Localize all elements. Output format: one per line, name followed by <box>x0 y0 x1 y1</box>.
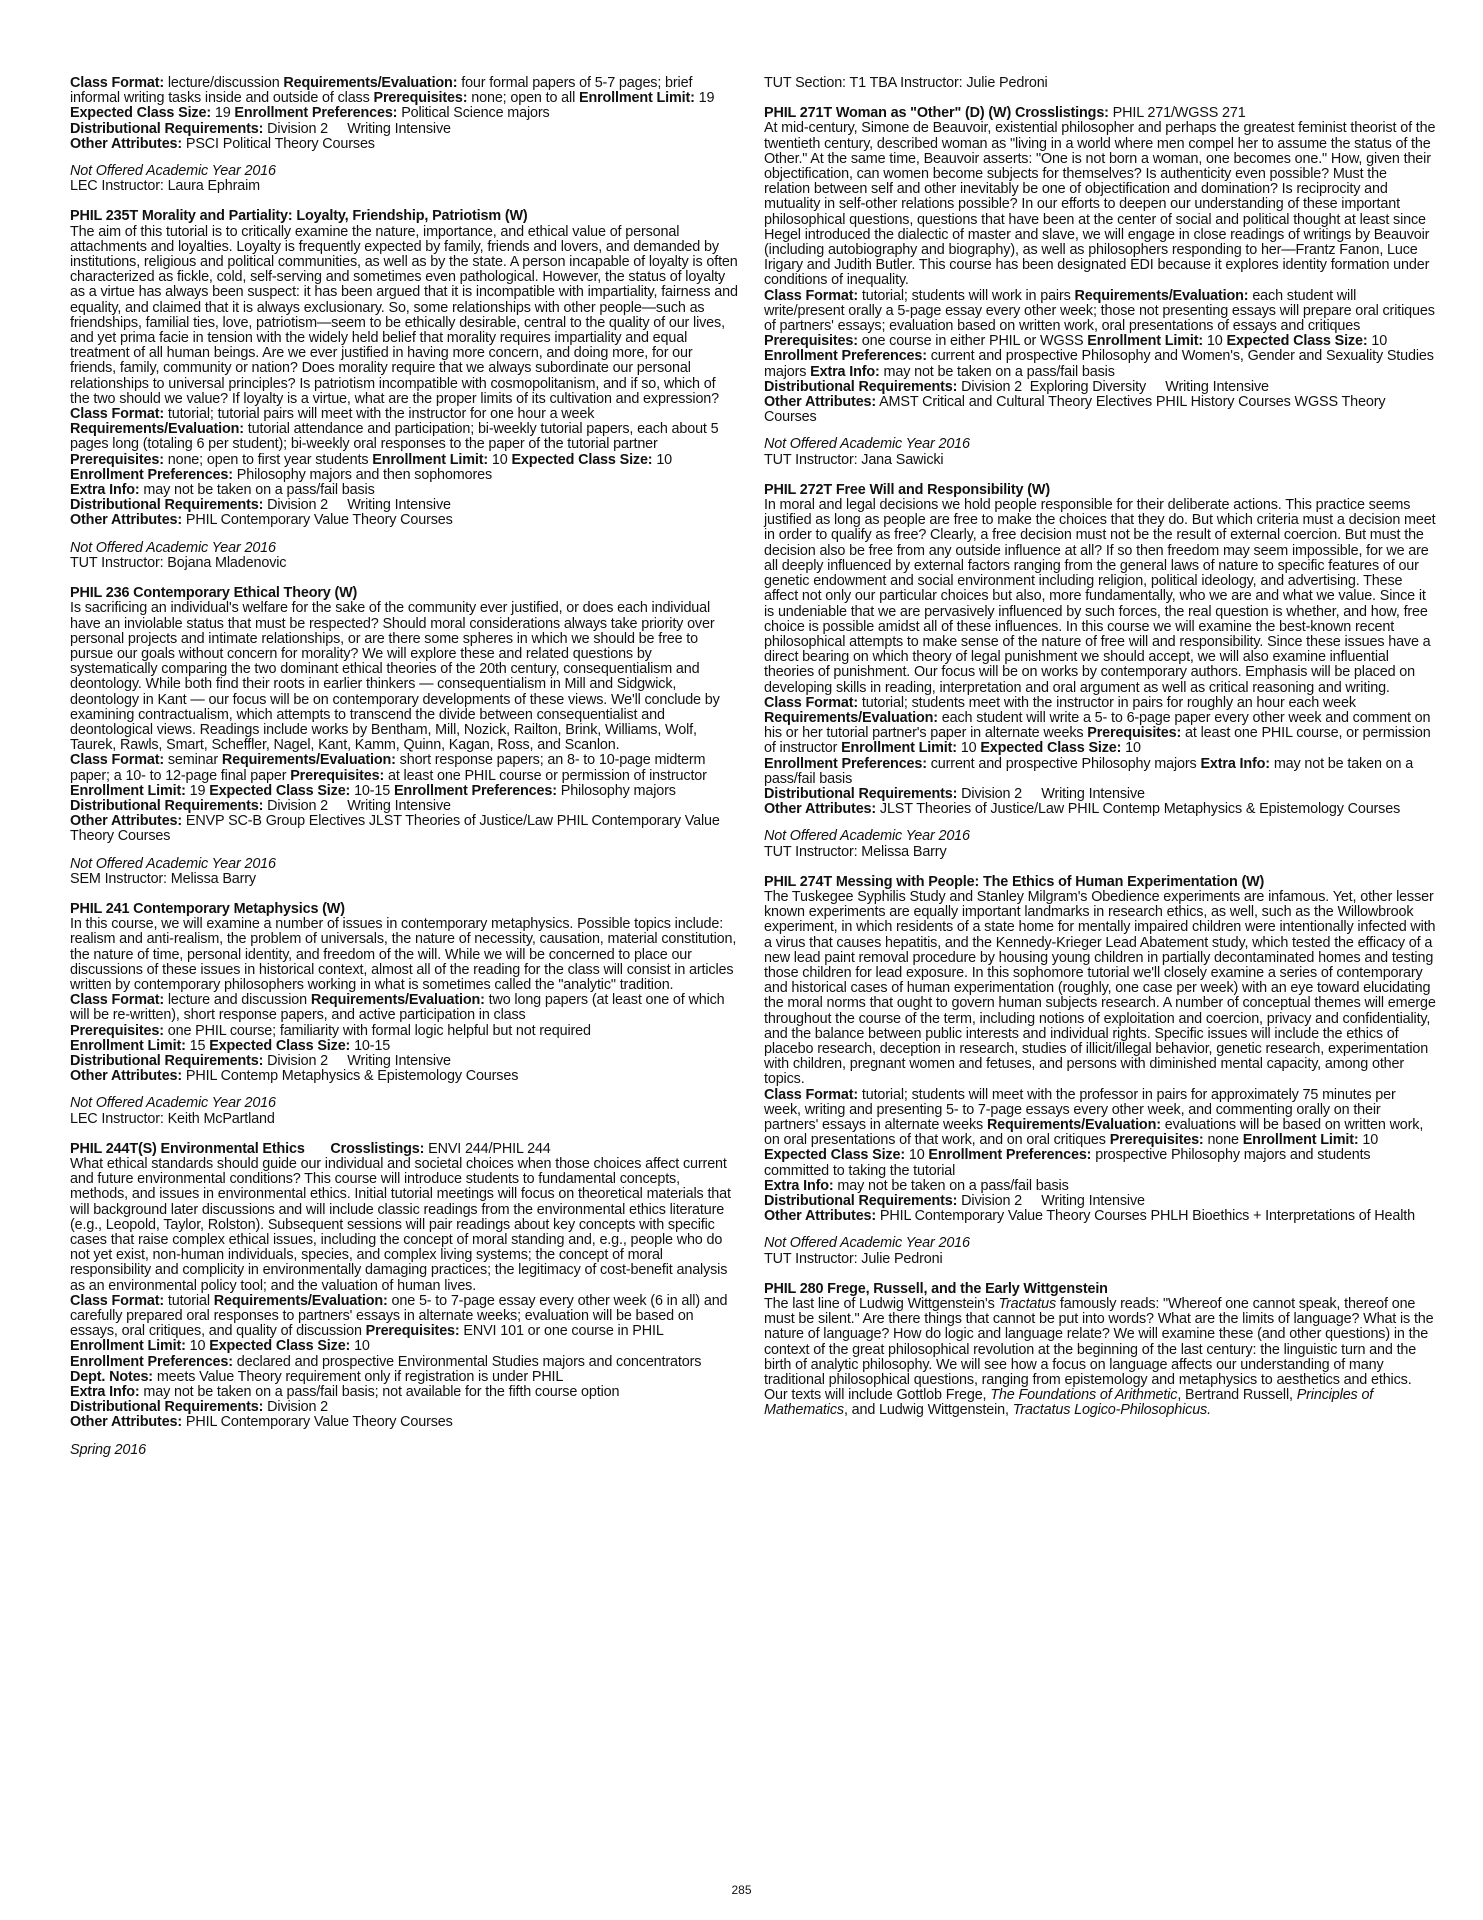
course-entry-phil-241 <box>70 902 738 1127</box>
description-text: famously reads: "Whereof one cannot speak, thereof one must be silent." Are there things that cannot be put into words? What are the limits of language? What is the nature of language? How do logic and language relate? We will examine these (and other questions) in the context of the great philosophical revolution at the beginning of the last century: the linguistic turn and the birth of analytic philosophy. We will see how a focus on language affects our understanding of many traditional philosophical questions, ranging from epistemology and metaphysics to aesthetics and ethics. Our texts will include Gottlob Frege, <box>764 1296 1434 1404</box>
other-attributes-value: JLST Theories of Justice/Law PHIL Contemp Metaphysics & Epistemology Courses <box>879 801 1401 818</box>
distributional-label: Distributional Requirements: <box>764 378 958 395</box>
course-description <box>764 1297 1436 1419</box>
requirements-label: Requirements/Evaluation: <box>70 421 244 438</box>
enrollment-limit-value: 19 <box>189 782 206 799</box>
offering-status: Not Offered Academic Year 2016 <box>70 539 276 556</box>
other-attributes-line <box>70 137 738 152</box>
class-format-value: tutorial; tutorial pairs will meet with the instructor for one hour a week <box>167 406 595 423</box>
class-format-value: lecture/discussion <box>167 75 280 91</box>
class-format-label: Class Format: <box>70 752 165 769</box>
left-column <box>70 76 738 1473</box>
course-description: In moral and legal decisions we hold people responsible for their deliberate actions. This practice seems justified as long as people are free to make the choices that they do. But which criteria must a decision meet in order to qualify as free? Clearly, a free decision must not be the result of external coercion. But must the decision also be free from any outside influence at all? If so then freedom may seem impossible, for we are all deeply influenced by external factors ranging from the general laws of nature to specific features of our genetic endowment and social environment including religion, political ideology, and advertising. These affect not only our particular choices but also, more fundamentally, who we are and what we value. Since it is undeniable that we are pervasively influenced by such forces, the real question is whether, and how, free choice is possible amidst all of these influences. In this course we will examine the best-known recent philosophical attempts to make sense of the nature of free will and responsibility. Since these issues have a direct bearing on which theory of legal punishment we should accept, we will also examine influential theories of punishment. Our focus will be on works by contemporary authors. Emphasis will be placed on developing skills in reading, interpretation and oral argument as well as critical reasoning and writing. <box>764 497 1436 696</box>
offering-status: Not Offered Academic Year 2016 <box>70 1095 276 1112</box>
expected-size-value: 10 <box>1371 333 1388 350</box>
extra-info-value: may not be taken on a pass/fail basis <box>143 482 375 499</box>
other-attributes-label: Other Attributes: <box>764 394 877 411</box>
distributional-label: Distributional Requirements: <box>70 120 264 137</box>
enrollment-limit-value: 19 <box>698 90 715 107</box>
extra-info-label: Extra Info: <box>1200 755 1270 772</box>
other-attributes-label: Other Attributes: <box>70 512 183 529</box>
description-text: , and Ludwig Wittgenstein, <box>843 1402 1013 1419</box>
section-continued <box>764 76 1436 91</box>
requirements-value: tutorial attendance and participation; bi-weekly tutorial papers, each about 5 pages long (totaling 6 per student); bi-weekly oral responses to the paper of the tutorial partner <box>70 421 719 453</box>
course-description: In this course, we will examine a number of issues in contemporary metaphysics. Possible topics include: realism and anti-realism, the problem of universals, the nature of necessity, causation, material constitution, the nature of time, personal identity, and freedom of the will. While we will be concerned to place our discussions of these issues in historical context, almost all of the reading for the class will consist in articles written by contemporary philosophers working in what is sometimes called the "analytic" tradition. <box>70 916 737 993</box>
requirements-label: Requirements/Evaluation: <box>1074 287 1249 304</box>
other-attributes-line <box>70 814 738 844</box>
offering-status: Not Offered Academic Year 2016 <box>70 855 276 872</box>
enrollment-preferences-value: prospective Philosophy majors and students committed to taking the tutorial <box>764 1147 1371 1179</box>
enrollment-limit-value: 10 <box>189 1338 206 1355</box>
other-attributes-line <box>764 1209 1436 1224</box>
expected-size-label: Expected Class Size: <box>70 105 211 122</box>
enrollment-limit-label: Enrollment Limit: <box>70 1037 186 1054</box>
requirements-label: Requirements/Evaluation: <box>764 709 938 726</box>
course-details <box>764 1088 1436 1194</box>
course-entry-phil-271t <box>764 106 1436 468</box>
class-format-value: seminar <box>167 752 219 769</box>
enrollment-limit-label: Enrollment Limit: <box>70 1338 186 1355</box>
course-entry-phil-235t <box>70 209 738 571</box>
course-entry-phil-272t <box>764 483 1436 860</box>
distributional-line <box>764 380 1436 395</box>
course-title: PHIL 280 Frege, Russell, and the Early Wittgenstein <box>764 1280 1108 1297</box>
expected-size-label: Expected Class Size: <box>209 1338 351 1355</box>
section-instructor: TUT Instructor: Jana Sawicki <box>764 451 944 468</box>
distributional-label: Distributional Requirements: <box>70 1399 264 1416</box>
class-format-label: Class Format: <box>764 287 859 304</box>
distributional-label: Distributional Requirements: <box>70 1052 264 1069</box>
other-attributes-label: Other Attributes: <box>764 801 877 818</box>
crosslistings-label: Crosslistings: <box>1014 105 1109 122</box>
course-title: PHIL 235T Morality and Partiality: Loyalty, Friendship, Patriotism (W) <box>70 208 528 225</box>
expected-size-label: Expected Class Size: <box>1226 333 1368 350</box>
requirements-value: four formal papers of 5-7 pages; brief informal writing tasks inside and outside of class <box>70 75 693 107</box>
prerequisites-value: none; open to first year students <box>167 451 369 468</box>
dept-notes-value: meets Value Theory requirement only if registration is under PHIL <box>156 1368 564 1385</box>
enrollment-limit-value: 10 <box>1362 1132 1379 1149</box>
dept-notes-label: Dept. Notes: <box>70 1368 153 1385</box>
other-attributes-label: Other Attributes: <box>70 813 183 830</box>
expected-size-value: 19 <box>214 105 231 122</box>
enrollment-preferences-value: current and prospective Philosophy majors <box>930 755 1197 772</box>
other-attributes-line <box>70 1415 738 1430</box>
requirements-value: short response papers; an 8- to 10-page midterm paper; a 10- to 12-page final paper <box>70 752 706 784</box>
distributional-value: Division 2 Writing Intensive <box>267 120 451 137</box>
section-instructor: SEM Instructor: Melissa Barry <box>70 870 256 887</box>
course-description: At mid-century, Simone de Beauvoir, existential philosopher and perhaps the greatest feminist theorist of the twentieth century, described woman as "living in a world where men compel her to assume the status of the Other." At the same time, Beauvoir asserts: "One is not born a woman, one becomes one." How, given their objectification, can women become subjects for themselves? Is authenticity even possible? Must the relation between self and other inevitably be one of objectification and domination? Is reciprocity and mutuality in self-other relations possible? In our efforts to deepen our understanding of these important philosophical questions, questions that have been at the center of social and political thought at least since Hegel introduced the dialectic of master and slave, we will engage in close readings of writings by Beauvoir (including autobiography and biography), as well as philosophers responding to her—Frantz Fanon, Luce Irigary and Judith Butler. This course has been designated EDI because it explores identity formation under conditions of inequality. <box>764 120 1436 289</box>
requirements-value: each student will write/present orally a 5-page essay every other week; those not presenting essays will prepare oral critiques of partners' essays; evaluation based on written work, oral presentations of essays and critiques <box>764 287 1435 335</box>
distributional-value: Division 2 Writing Intensive <box>961 785 1145 802</box>
course-description: The aim of this tutorial is to critically examine the nature, importance, and ethical value of personal attachments and loyalties. Loyalty is frequently expected by family, friends and lovers, and demanded by institutions, religious and political communities, as well as by the state. A person incapable of loyalty is often characterized as fickle, cold, self-serving and sometimes even pathological. However, the status of loyalty as a virtue has always been suspect: it has been argued that it is incompatible with impartiality, fairness and equality, and claimed that it is always exclusionary. So, some relationships with other people—such as friendships, familial ties, love, patriotism—seem to be ethically desirable, central to the quality of our lives, and yet prima facie in tension with the widely held belief that morality requires impartiality and equal treatment of all human beings. Are we ever justified in having more concern, and doing more, for our friends, family, community or nation? Does morality require that we always subordinate our personal relationships to universal principles? Is patriotism incompatible with cosmopolitanism, and if so, which of the two should we value? If loyalty is a virtue, what are the proper limits of its cultivation and expression? <box>70 223 738 407</box>
class-format-value: tutorial; students will work in pairs <box>861 287 1071 304</box>
other-attributes-line <box>764 395 1436 425</box>
other-attributes-line <box>70 1069 738 1084</box>
distributional-value: Division 2 Writing Intensive <box>267 497 451 514</box>
requirements-label: Requirements/Evaluation: <box>213 1292 388 1309</box>
other-attributes-value: PHIL Contemporary Value Theory Courses <box>185 512 453 529</box>
prerequisites-label: Prerequisites: <box>70 1022 164 1039</box>
class-format-value: lecture and discussion <box>167 992 307 1009</box>
expected-size-value: 10-15 <box>354 782 391 799</box>
prerequisites-label: Prerequisites: <box>764 333 858 350</box>
enrollment-preferences-value: Philosophy majors <box>560 782 676 799</box>
distributional-value: Division 2 Exploring Diversity Writing Intensive <box>961 378 1269 395</box>
prerequisites-label: Prerequisites: <box>365 1323 460 1340</box>
book-title-logico: Tractatus Logico-Philosophicus. <box>1012 1402 1211 1419</box>
other-attributes-value: PHIL Contemporary Value Theory Courses PHLH Bioethics + Interpretations of Health <box>879 1208 1416 1225</box>
book-title-tractatus: Tractatus <box>998 1296 1057 1313</box>
requirements-label: Requirements/Evaluation: <box>221 752 396 769</box>
enrollment-preferences-label: Enrollment Preferences: <box>70 1353 233 1370</box>
prerequisites-label: Prerequisites: <box>1087 725 1182 742</box>
extra-info-label: Extra Info: <box>810 363 880 380</box>
requirements-label: Requirements/Evaluation: <box>986 1117 1161 1133</box>
section-instructor: TUT Instructor: Melissa Barry <box>764 843 947 860</box>
expected-size-label: Expected Class Size: <box>980 740 1122 757</box>
enrollment-preferences-value: Philosophy majors and then sophomores <box>236 466 492 483</box>
other-attributes-label: Other Attributes: <box>70 1068 183 1085</box>
distributional-line <box>764 787 1436 802</box>
class-format-label: Class Format: <box>764 1086 859 1103</box>
section-instructor: TUT Instructor: Julie Pedroni <box>764 1250 943 1267</box>
crosslistings-value: PHIL 271/WGSS 271 <box>1112 105 1246 122</box>
offering-status: Not Offered Academic Year 2016 <box>764 828 970 845</box>
right-column <box>764 76 1436 1434</box>
distributional-line <box>764 1194 1436 1209</box>
section-instructor: LEC Instructor: Keith McPartland <box>70 1110 275 1127</box>
section-instructor: TUT Section: T1 TBA Instructor: Julie Pedroni <box>764 75 1048 91</box>
class-format-value: tutorial <box>167 1292 210 1309</box>
enrollment-limit-label: Enrollment Limit: <box>841 740 957 757</box>
crosslistings-label: Crosslistings: <box>330 1140 425 1157</box>
book-title-principles: Principles of Mathematics <box>764 1387 1374 1419</box>
other-attributes-label: Other Attributes: <box>70 135 183 152</box>
enrollment-limit-value: 10 <box>1206 333 1223 350</box>
course-details <box>70 753 738 799</box>
prerequisites-value: one PHIL course; familiarity with formal logic helpful but not required <box>167 1022 591 1039</box>
enrollment-preferences-label: Enrollment Preferences: <box>764 755 927 772</box>
course-details <box>70 993 738 1054</box>
enrollment-preferences-value: Political Science majors <box>401 105 550 122</box>
prerequisites-value: none; open to all <box>471 90 576 107</box>
expected-size-label: Expected Class Size: <box>209 1037 351 1054</box>
enrollment-preferences-label: Enrollment Preferences: <box>764 348 927 365</box>
course-heading <box>764 106 1436 121</box>
enrollment-limit-label: Enrollment Limit: <box>1087 333 1204 350</box>
distributional-value: Division 2 <box>267 1399 329 1416</box>
prerequisites-value: none <box>1207 1132 1239 1149</box>
requirements-label: Requirements/Evaluation: <box>283 75 458 91</box>
prerequisites-value: at least one PHIL course, or permission of instructor <box>764 725 1431 757</box>
prerequisites-label: Prerequisites: <box>1109 1132 1204 1149</box>
class-format-value: tutorial; students will meet with the professor in pairs for approximately 75 minutes per week, writing and presenting 5- to 7-page essays every other week, and commenting orally on their partners' essays in alternate weeks <box>764 1086 1396 1133</box>
course-details <box>70 76 738 122</box>
extra-info-label: Extra Info: <box>70 482 140 499</box>
offering-status: Not Offered Academic Year 2016 <box>70 163 276 180</box>
distributional-label: Distributional Requirements: <box>764 1193 958 1210</box>
requirements-label: Requirements/Evaluation: <box>310 992 485 1009</box>
other-attributes-value: ENVP SC-B Group Electives JLST Theories of Justice/Law PHIL Contemporary Value Theory Courses <box>70 813 720 845</box>
other-attributes-line <box>764 802 1436 817</box>
course-description: Is sacrificing an individual's welfare for the sake of the community ever justified, or does each individual have an inviolable status that must be respected? Should moral considerations always take priority over personal projects and intimate relationships, or are there some spheres in which we should be free to pursue our goals without concern for morality? We will explore these and related questions by systematically comparing the two dominant ethical theories of the 20th century, consequentialism and deontology. While both find their roots in earlier thinkers — consequentialism in Mill and Sidgwick, deontology in Kant — our focus will be on contemporary developments of these views. We'll conclude by examining contractualism, which attempts to transcend the divide between consequentialist and deontological views. Readings include works by Bentham, Mill, Nozick, Railton, Brink, Williams, Wolf, Taurek, Rawls, Smart, Scheffler, Nagel, Kant, Kamm, Quinn, Kagan, Ross, and Scanlon. <box>70 600 720 754</box>
extra-info-value: may not be taken on a pass/fail basis <box>837 1177 1069 1194</box>
class-format-label: Class Format: <box>70 1292 165 1309</box>
prerequisites-label: Prerequisites: <box>290 767 385 784</box>
enrollment-preferences-label: Enrollment Preferences: <box>70 466 233 483</box>
enrollment-preferences-label: Enrollment Preferences: <box>234 105 398 122</box>
class-format-label: Class Format: <box>70 406 165 423</box>
distributional-value: Division 2 Writing Intensive <box>267 797 451 814</box>
other-attributes-value: PHIL Contemp Metaphysics & Epistemology Courses <box>185 1068 519 1085</box>
prerequisites-value: one course in either PHIL or WGSS <box>861 333 1084 350</box>
other-attributes-label: Other Attributes: <box>70 1414 183 1431</box>
course-title: PHIL 236 Contemporary Ethical Theory (W) <box>70 585 358 602</box>
enrollment-limit-label: Enrollment Limit: <box>1242 1132 1359 1149</box>
other-attributes-value: PSCI Political Theory Courses <box>185 135 375 152</box>
crosslistings-value: ENVI 244/PHIL 244 <box>428 1140 551 1157</box>
enrollment-limit-value: 15 <box>189 1037 206 1054</box>
course-heading <box>70 1142 738 1157</box>
distributional-value: Division 2 Writing Intensive <box>961 1193 1145 1210</box>
class-format-label: Class Format: <box>70 75 165 91</box>
other-attributes-value: PHIL Contemporary Value Theory Courses <box>185 1414 453 1431</box>
distributional-label: Distributional Requirements: <box>70 497 264 514</box>
expected-size-label: Expected Class Size: <box>764 1147 905 1164</box>
requirements-value: one 5- to 7-page essay every other week (6 in all) and carefully prepared oral responses to partners' essays in alternate weeks; evaluation will be based on essays, oral critiques, and quality of discussion <box>70 1292 728 1340</box>
distributional-value: Division 2 Writing Intensive <box>267 1052 451 1069</box>
distributional-label: Distributional Requirements: <box>70 797 264 814</box>
other-attributes-label: Other Attributes: <box>764 1208 877 1225</box>
description-text: The last line of Ludwig Wittgenstein's <box>764 1296 999 1313</box>
prerequisites-value: at least one PHIL course or permission of instructor <box>387 767 707 784</box>
enrollment-limit-label: Enrollment Limit: <box>372 451 489 468</box>
extra-info-value: may not be taken on a pass/fail basis <box>764 755 1414 787</box>
expected-size-value: 10 <box>1125 740 1141 757</box>
course-title: PHIL 274T Messing with People: The Ethics of Human Experimentation (W) <box>764 873 1265 890</box>
course-description: What ethical standards should guide our individual and societal choices when those choices affect current and future environmental conditions? This course will introduce students to fundamental concepts, methods, and issues in environmental ethics. Initial tutorial meetings will focus on theoretical materials that will background later discussions and will include classic readings from the environmental ethics literature (e.g., Leopold, Taylor, Rolston). Subsequent sessions will pair readings about key concepts with specific cases that raise complex ethical issues, including the concept of moral standing and, e.g., people who do not yet exist, non-human individuals, species, and complex living systems; the concept of moral responsibility and complicity in environmentally damaging practices; the legitimacy of cost-benefit analysis as an environmental policy tool; and the valuation of human lives. <box>70 1156 731 1294</box>
requirements-value: evaluations will be based on written work, on oral presentations of that work, and on oral critiques <box>764 1117 1424 1149</box>
course-title: PHIL 272T Free Will and Responsibility (W) <box>764 481 1050 498</box>
course-details <box>764 696 1436 787</box>
page-number: 285 <box>731 1883 752 1897</box>
course-title: PHIL 241 Contemporary Metaphysics (W) <box>70 900 345 917</box>
course-entry-continued <box>70 76 738 194</box>
class-format-label: Class Format: <box>764 694 859 711</box>
enrollment-preferences-value: declared and prospective Environmental Studies majors and concentrators <box>236 1353 702 1370</box>
distributional-line <box>70 1400 738 1415</box>
section-instructor: LEC Instructor: Laura Ephraim <box>70 178 261 195</box>
course-entry-phil-236 <box>70 586 738 887</box>
enrollment-limit-value: 10 <box>491 451 508 468</box>
distributional-label: Distributional Requirements: <box>764 785 958 802</box>
course-entry-phil-280 <box>764 1282 1436 1419</box>
term-label: Spring 2016 <box>70 1441 146 1458</box>
other-attributes-line <box>70 513 738 528</box>
extra-info-label: Extra Info: <box>70 1384 140 1401</box>
course-details <box>70 407 738 498</box>
enrollment-limit-label: Enrollment Limit: <box>70 782 186 799</box>
requirements-value: two long papers (at least one of which will be re-written), short response papers, and active participation in class <box>70 992 725 1024</box>
enrollment-preferences-label: Enrollment Preferences: <box>928 1147 1092 1164</box>
other-attributes-value: AMST Critical and Cultural Theory Electives PHIL History Courses WGSS Theory Courses <box>764 394 1386 426</box>
extra-info-value: may not be taken on a pass/fail basis <box>883 363 1115 380</box>
course-entry-phil-274t <box>764 875 1436 1267</box>
prerequisites-label: Prerequisites: <box>373 90 468 107</box>
course-description: The Tuskegee Syphilis Study and Stanley Milgram's Obedience experiments are infamous. Yet, other lesser known experiments are equally important landmarks in research ethics, as well, such as the Willowbrook experiment, in which residents of a state home for mentally impaired children were intentionally infected with a virus that causes hepatitis, and the Kennedy-Krieger Lead Abatement study, which tested the efficacy of a new lead paint removal procedure by housing young children in partially decontaminated homes and testing those children for lead exposure. In this sophomore tutorial we'll closely examine a series of contemporary and historical cases of human experimentation (roughly, one case per week) with an eye toward elucidating the moral norms that ought to govern human subjects research. A number of conceptual themes will emerge throughout the course of the term, including notions of exploitation and coercion, privacy and confidentiality, and the balance between public interests and individual rights. Specific issues will include the ethics of placebo research, deception in research, studies of illicit/illegal behavior, genetic research, experimentation with children, pregnant women and fetuses, and persons with diminished mental capacity, among other topics. <box>764 888 1436 1088</box>
enrollment-limit-label: Enrollment Limit: <box>579 90 695 107</box>
offering-status: Not Offered Academic Year 2016 <box>764 436 970 453</box>
expected-size-value: 10 <box>354 1338 370 1355</box>
expected-size-label: Expected Class Size: <box>209 782 351 799</box>
distributional-line <box>70 799 738 814</box>
expected-size-value: 10 <box>656 451 673 468</box>
class-format-value: tutorial; students meet with the instructor in pairs for roughly an hour each week <box>861 694 1356 711</box>
course-title: PHIL 271T Woman as "Other" (D) (W) <box>764 105 1012 122</box>
book-title-foundations: The Foundations of Arithmetic <box>990 1387 1178 1404</box>
enrollment-limit-value: 10 <box>960 740 977 757</box>
enrollment-preferences-value: current and prospective Philosophy and Women's, Gender and Sexuality Studies majors <box>764 348 1434 380</box>
course-entry-phil-244t <box>70 1142 738 1458</box>
extra-info-label: Extra Info: <box>764 1177 834 1194</box>
expected-size-value: 10 <box>908 1147 925 1164</box>
expected-size-label: Expected Class Size: <box>511 451 653 468</box>
prerequisites-value: ENVI 101 or one course in PHIL <box>463 1323 664 1340</box>
distributional-line <box>70 122 738 137</box>
enrollment-preferences-label: Enrollment Preferences: <box>393 782 557 799</box>
prerequisites-label: Prerequisites: <box>70 451 164 468</box>
class-format-label: Class Format: <box>70 992 165 1009</box>
course-title: PHIL 244T(S) Environmental Ethics <box>70 1140 305 1157</box>
distributional-line <box>70 1054 738 1069</box>
expected-size-value: 10-15 <box>354 1037 391 1054</box>
offering-status: Not Offered Academic Year 2016 <box>764 1235 970 1252</box>
section-instructor: TUT Instructor: Bojana Mladenovic <box>70 554 287 571</box>
extra-info-value: may not be taken on a pass/fail basis; not available for the fifth course option <box>143 1384 620 1401</box>
course-details <box>70 1294 738 1400</box>
requirements-value: each student will write a 5- to 6-page paper every other week and comment on his or her tutorial partner's paper in alternate weeks <box>764 709 1431 742</box>
distributional-line <box>70 498 738 513</box>
description-text: , Bertrand Russell, <box>1177 1387 1297 1404</box>
course-details <box>764 289 1436 380</box>
